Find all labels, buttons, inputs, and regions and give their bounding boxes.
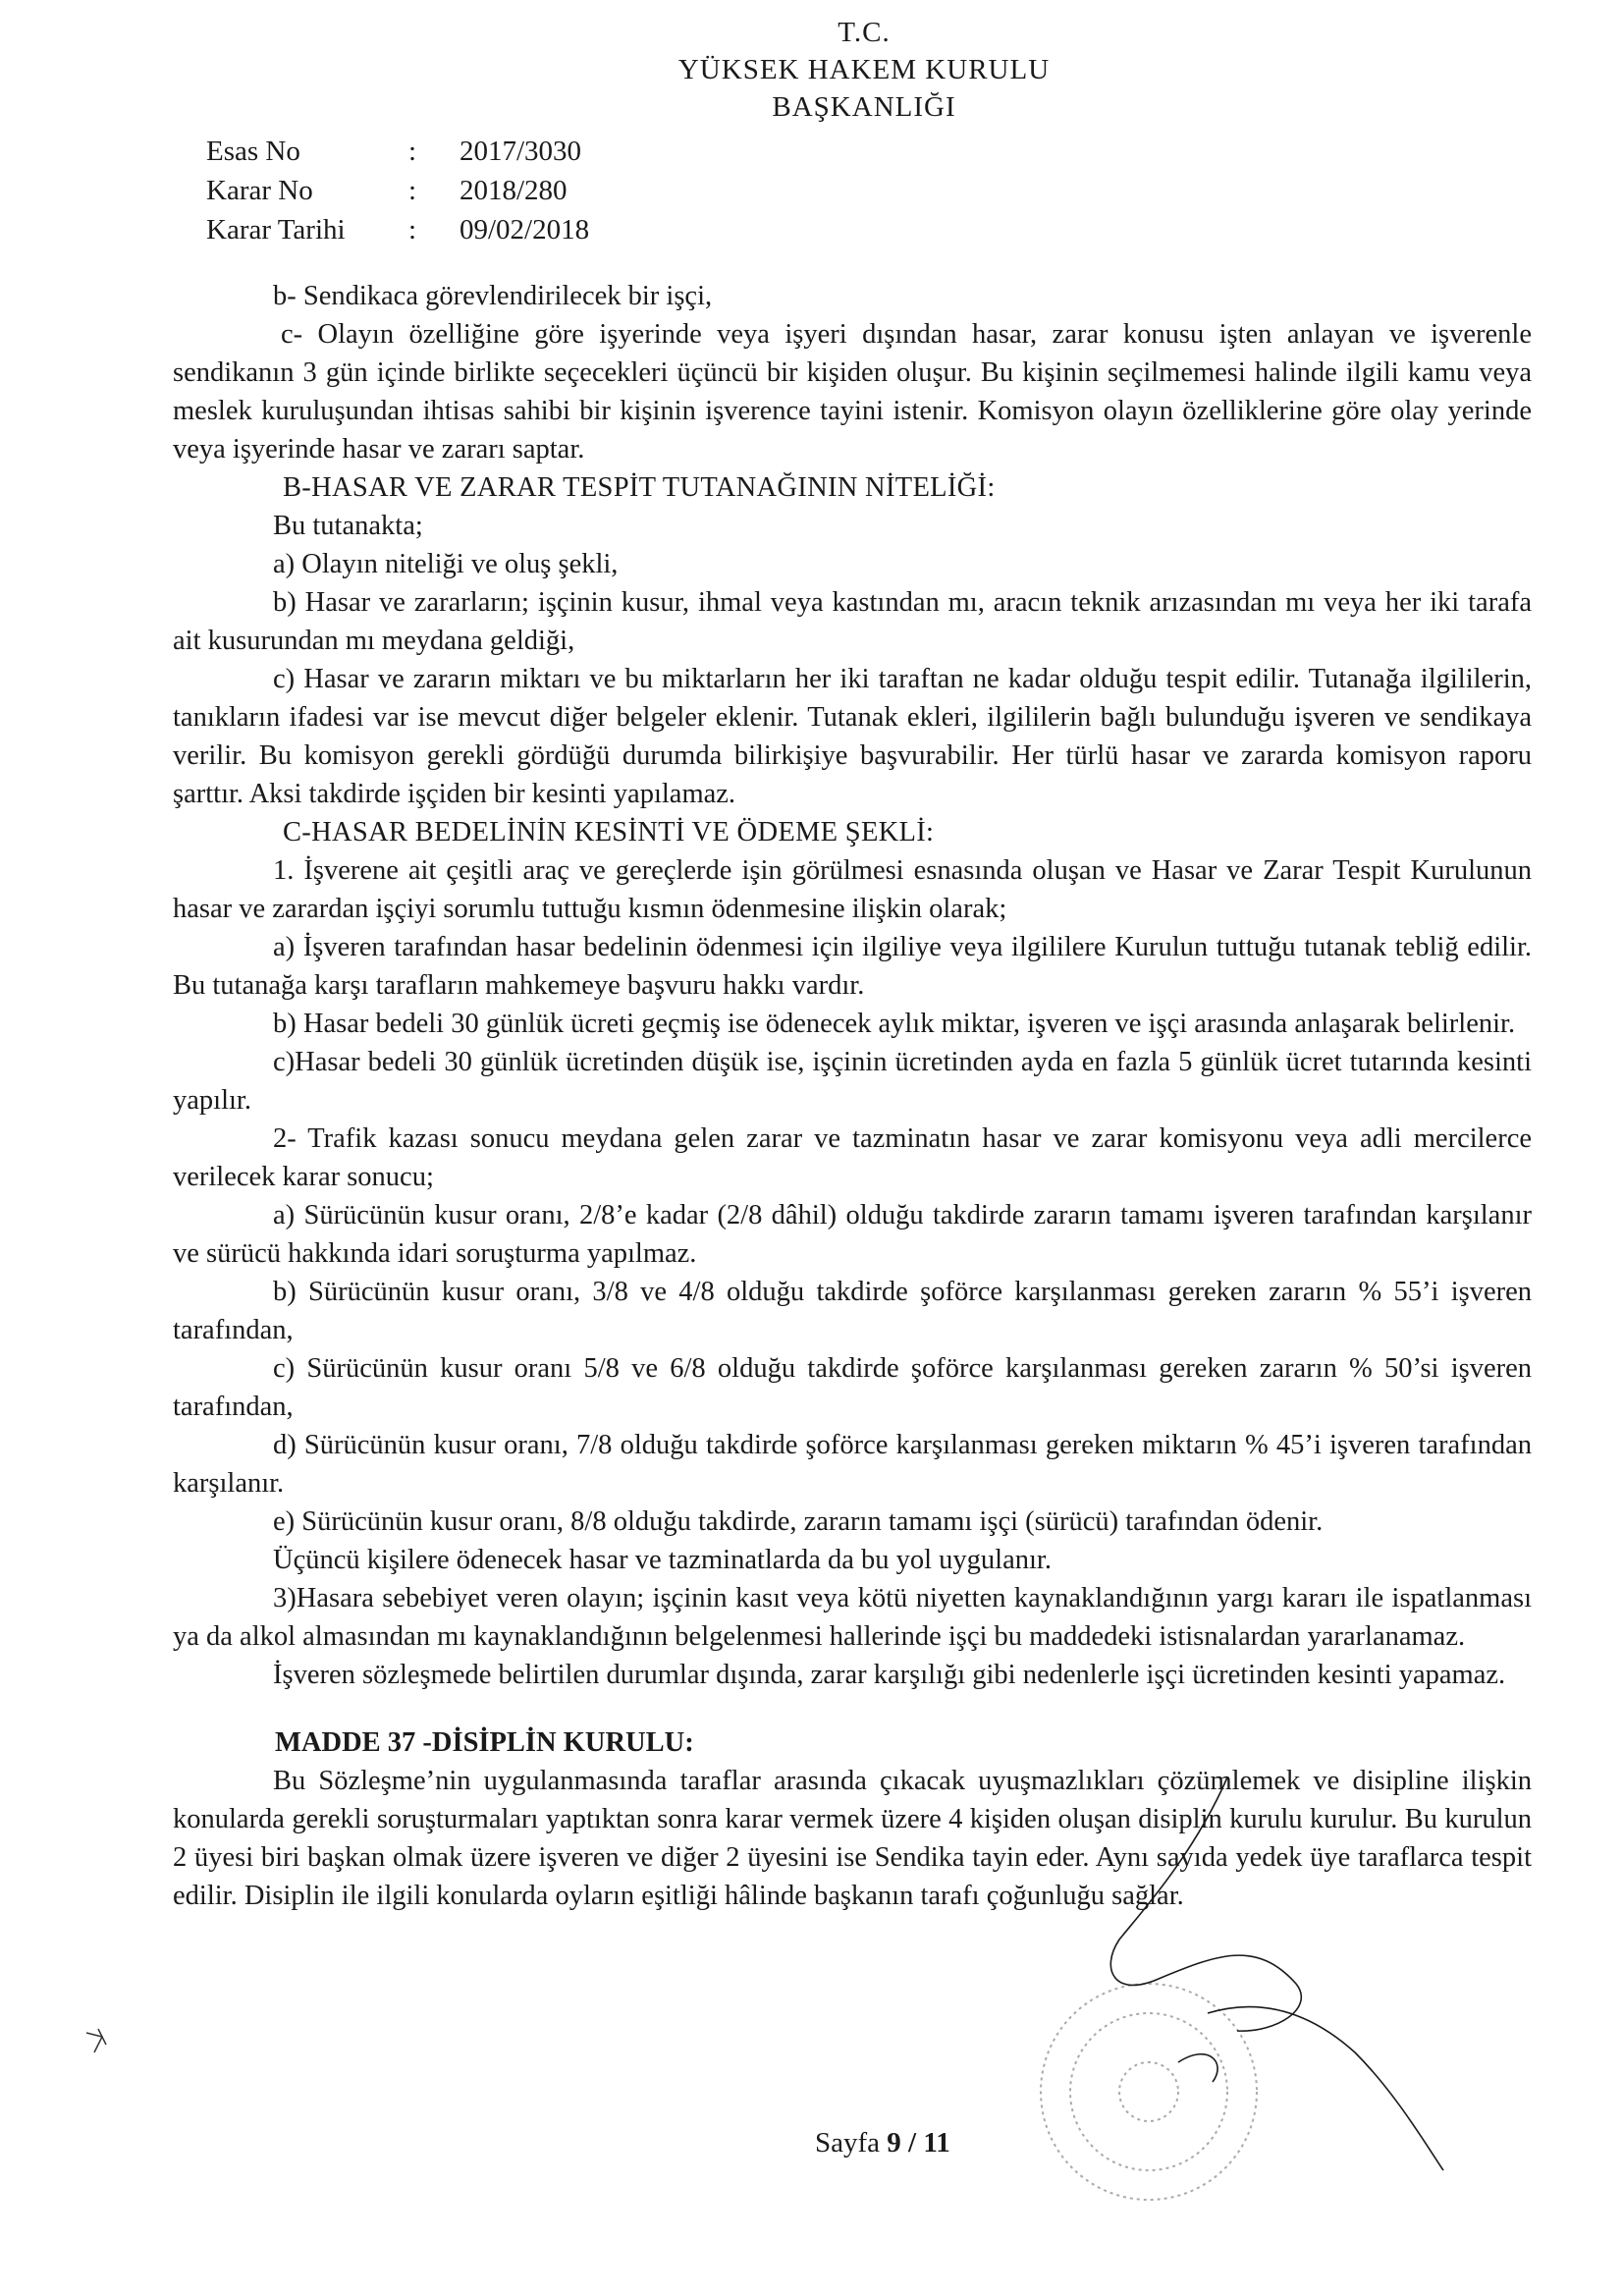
meta-row-esas	[206, 132, 589, 171]
header-tc: T.C.	[838, 17, 891, 48]
paragraph: d) Sürücünün kusur oranı, 7/8 olduğu takdirde şoförce karşılanması gereken miktarın % 45’i işveren tarafından karşılanır.	[173, 1430, 1532, 1499]
paragraph: b) Sürücünün kusur oranı, 3/8 ve 4/8 olduğu takdirde şoförce karşılanması gereken zararın % 55’i işveren tarafından,	[173, 1277, 1532, 1345]
paragraph: c) Sürücünün kusur oranı 5/8 ve 6/8 olduğu takdirde şoförce karşılanması gereken zararın % 50’si işveren tarafından,	[173, 1353, 1532, 1422]
paragraph: b) Hasar bedeli 30 günlük ücreti geçmiş ise ödenecek aylık miktar, işveren ve işçi arasında anlaşarak belirlenir.	[273, 1009, 1516, 1039]
paragraph: e) Sürücünün kusur oranı, 8/8 olduğu takdirde, zararın tamamı işçi (sürücü) tarafından ödenir.	[273, 1506, 1324, 1537]
paragraph: 3)Hasara sebebiyet veren olayın; işçinin kasıt veya kötü niyetten kaynaklandığının yargı kararı ile ispatlanması ya da alkol almasından mı kaynaklandığının belgelenmesi hallerinde işçi bu maddedeki istisnalardan yararlanamaz.	[173, 1583, 1532, 1652]
document-body	[173, 277, 1532, 1915]
paragraph: b- Sendikaca görevlendirilecek bir işçi,	[273, 281, 713, 311]
meta-value: 2017/3030	[460, 136, 582, 167]
meta-row-karar	[206, 171, 589, 210]
section-heading-b: B-HASAR VE ZARAR TESPİT TUTANAĞININ NİTELİĞİ:	[283, 472, 996, 503]
paragraph: Bu Sözleşme’nin uygulanmasında taraflar arasında çıkacak uyuşmazlıkları çözümlemek ve disipline ilişkin konularda gerekli soruşturmaları yaptıktan sonra karar vermek üzere 4 kişiden oluşan disiplin kurulu kurulur. Bu kurulun 2 üyesi biri başkan olmak üzere işveren ve diğer 2 üyesini ise Sendika tayin eder. Aynı sayıda yedek üye taraflarca tespit edilir. Disiplin ile ilgili konularda oyların eşitliği hâlinde başkanın tarafı çoğunluğu sağlar.	[173, 1766, 1532, 1911]
meta-label: Esas No	[206, 136, 300, 167]
paragraph: b) Hasar ve zararların; işçinin kusur, ihmal veya kastından mı, aracın teknik arızasından mı veya her iki tarafa ait kusurundan mı meydana geldiği,	[173, 587, 1532, 656]
meta-row-tarih	[206, 210, 589, 249]
signature-icon	[1110, 1777, 1443, 2170]
paragraph: a) Sürücünün kusur oranı, 2/8’e kadar (2/8 dâhil) olduğu takdirde zararın tamamı işveren tarafından karşılanır ve sürücü hakkında idari soruşturma yapılmaz.	[173, 1200, 1532, 1269]
case-metadata	[206, 132, 589, 249]
paragraph: 2- Trafik kazası sonucu meydana gelen zarar ve tazminatın hasar ve zarar komisyonu veya adli mercilerce verilecek karar sonucu;	[173, 1123, 1532, 1192]
paragraph: c- Olayın özelliğine göre işyerinde veya işyeri dışından hasar, zarar konusu işten anlayan ve işverenle sendikanın 3 gün içinde birlikte seçecekleri üçüncü bir kişiden oluşur. Bu kişinin seçilmemesi halinde ilgili kamu veya meslek kuruluşundan ihtisas sahibi bir kişinin işverence tayini istenir. Komisyon olayın özelliklerine göre olay yerinde veya işyerinde hasar ve zararı saptar.	[173, 319, 1532, 465]
meta-sep: :	[408, 214, 417, 246]
article-heading: MADDE 37 -DİSİPLİN KURULU:	[275, 1727, 694, 1758]
page-label: Sayfa	[815, 2127, 881, 2159]
meta-value: 09/02/2018	[460, 214, 590, 246]
page-footer	[815, 2127, 950, 2159]
margin-mark-icon	[81, 2023, 116, 2058]
paragraph: Üçüncü kişilere ödenecek hasar ve tazminatlarda da bu yol uygulanır.	[273, 1545, 1052, 1575]
paragraph: a) Olayın niteliği ve oluş şekli,	[273, 549, 619, 579]
header-department: BAŞKANLIĞI	[772, 91, 956, 123]
meta-sep: :	[408, 175, 417, 206]
page-number: 9 / 11	[887, 2127, 950, 2159]
paragraph: İşveren sözleşmede belirtilen durumlar dışında, zarar karşılığı gibi nedenlerle işçi ücretinden kesinti yapamaz.	[273, 1660, 1506, 1690]
paragraph: c)Hasar bedeli 30 günlük ücretinden düşük ise, işçinin ücretinden ayda en fazla 5 günlük ücret tutarında kesinti yapılır.	[173, 1047, 1532, 1116]
meta-label: Karar Tarihi	[206, 214, 346, 246]
meta-value: 2018/280	[460, 175, 568, 206]
section-heading-c: C-HASAR BEDELİNİN KESİNTİ VE ÖDEME ŞEKLİ:	[283, 817, 935, 847]
header-institution: YÜKSEK HAKEM KURULU	[677, 54, 1051, 85]
paragraph: Bu tutanakta;	[273, 511, 423, 541]
document-header	[550, 14, 1178, 126]
meta-sep: :	[408, 136, 417, 167]
paragraph: c) Hasar ve zararın miktarı ve bu miktarların her iki taraftan ne kadar olduğu tespit edilir. Tutanağa ilgililerin, tanıkların ifadesi var ise mevcut diğer belgeler eklenir. Tutanak ekleri, ilgililerin bağlı bulunduğu işveren ve sendikaya verilir. Bu komisyon gerekli gördüğü durumda bilirkişiye başvurabilir. Her türlü hasar ve zararda komisyon raporu şarttır. Aksi takdirde işçiden bir kesinti yapılamaz.	[173, 664, 1532, 809]
official-seal-icon	[982, 1768, 1532, 2210]
paragraph: 1. İşverene ait çeşitli araç ve gereçlerde işin görülmesi esnasında oluşan ve Hasar ve Zarar Tespit Kurulunun hasar ve zarardan işçiyi sorumlu tuttuğu kısmın ödenmesine ilişkin olarak;	[173, 855, 1532, 924]
paragraph: a) İşveren tarafından hasar bedelinin ödenmesi için ilgiliye veya ilgililere Kurulun tuttuğu tutanak tebliğ edilir. Bu tutanağa karşı tarafların mahkemeye başvuru hakkı vardır.	[173, 932, 1532, 1001]
meta-label: Karar No	[206, 175, 313, 206]
